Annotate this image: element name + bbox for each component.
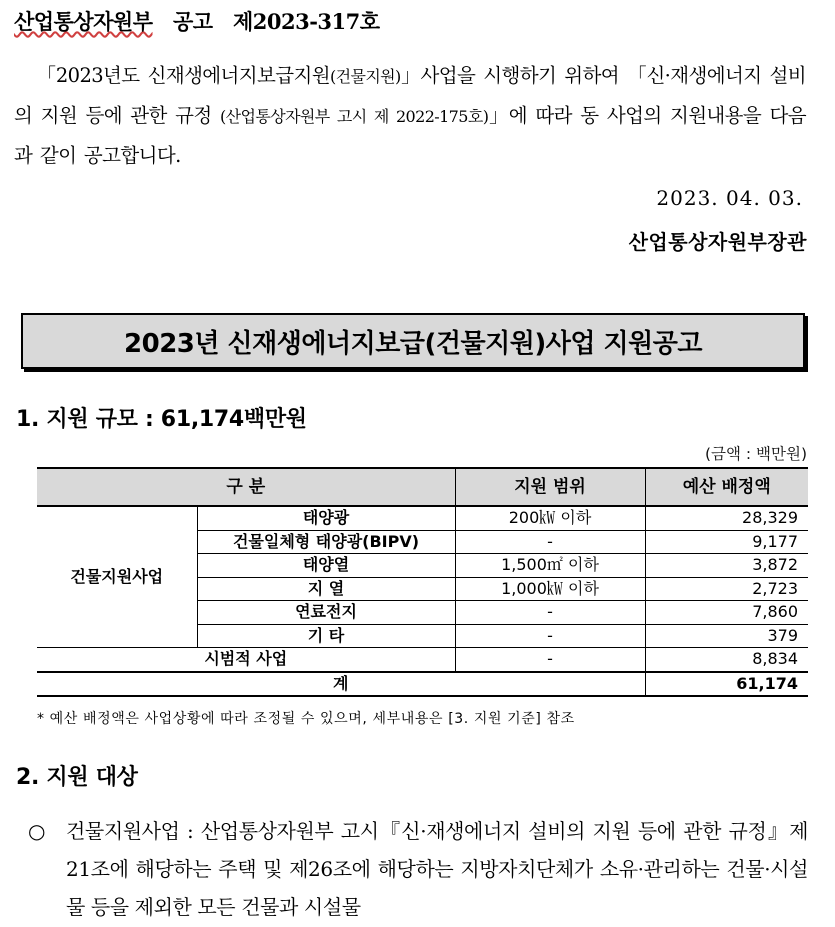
signer: 산업통상자원부장관: [628, 230, 807, 254]
table-footnote: * 예산 배정액은 사업상황에 따라 조정될 수 있으며, 세부내용은 [3. 지원 기준] 참조: [37, 711, 575, 727]
budget-table: [37, 467, 808, 697]
notice-number-line: [14, 6, 380, 36]
row-range: -: [455, 601, 645, 625]
row-range: 200㎾ 이하: [455, 506, 645, 530]
notice-number: 제2023-317호: [232, 9, 380, 34]
intro-text-1-small: (건물지원): [329, 67, 401, 86]
pilot-range: -: [455, 648, 645, 672]
row-budget: 28,329: [645, 506, 808, 530]
row-budget: 7,860: [645, 601, 808, 625]
total-budget: 61,174: [645, 672, 808, 697]
row-item: 태양열: [197, 554, 455, 578]
header-budget: 예산 배정액: [645, 468, 808, 506]
row-item: 태양광: [197, 506, 455, 530]
row-range: 1,000㎾ 이하: [455, 577, 645, 601]
table-row: [37, 506, 808, 530]
ministry-name: 산업통상자원부: [14, 9, 153, 34]
table-header-row: [37, 468, 808, 506]
row-range: -: [455, 624, 645, 648]
row-budget: 9,177: [645, 530, 808, 554]
notice-date: 2023. 04. 03.: [656, 186, 803, 210]
intro-text-2-small: (산업통상자원부 고시 제 2022-175호): [220, 107, 489, 126]
intro-text-1: 「2023년도 신재생에너지보급지원: [36, 64, 330, 87]
notice-label: 공고: [172, 9, 213, 34]
target-text: 건물지원사업 : 산업통상자원부 고시『신·재생에너지 설비의 지원 등에 관한 규정』제21조에 해당하는 주택 및 제26조에 해당하는 지방자치단체가 소유·관리하는 건물·시설물 등을 제외한 모든 건물과 시설물: [66, 819, 808, 919]
header-category: 구 분: [37, 468, 455, 506]
total-label: 계: [37, 672, 645, 697]
row-item: 건물일체형 태양광(BIPV): [197, 530, 455, 554]
target-paragraph: [28, 812, 808, 926]
intro-text-3: 」에 따라 동 사업의 지원내용을 다음과 같이 공고합니다.: [14, 104, 806, 167]
pilot-row: [37, 648, 808, 672]
row-item: 기 타: [197, 624, 455, 648]
pilot-budget: 8,834: [645, 648, 808, 672]
section-1-heading: 1. 지원 규모 : 61,174백만원: [16, 407, 307, 432]
row-budget: 2,723: [645, 577, 808, 601]
header-range: 지원 범위: [455, 468, 645, 506]
row-item: 연료전지: [197, 601, 455, 625]
row-budget: 379: [645, 624, 808, 648]
row-budget: 3,872: [645, 554, 808, 578]
bullet-circle-icon: ○: [28, 819, 46, 843]
intro-paragraph: [14, 56, 806, 175]
row-item: 지 열: [197, 577, 455, 601]
intro-text-2: 」사업을 시행하기 위하여 「신·재생에너지 설비의 지원 등에 관한 규정: [14, 64, 806, 127]
unit-label: (금액 : 백만원): [704, 445, 807, 463]
group-label: 건물지원사업: [37, 506, 197, 648]
total-row: [37, 672, 808, 697]
section-2-heading: 2. 지원 대상: [16, 765, 138, 790]
notice-title: 2023년 신재생에너지보급(건물지원)사업 지원공고: [21, 313, 805, 369]
row-range: -: [455, 530, 645, 554]
row-range: 1,500㎡ 이하: [455, 554, 645, 578]
pilot-item: 시범적 사업: [37, 648, 455, 672]
